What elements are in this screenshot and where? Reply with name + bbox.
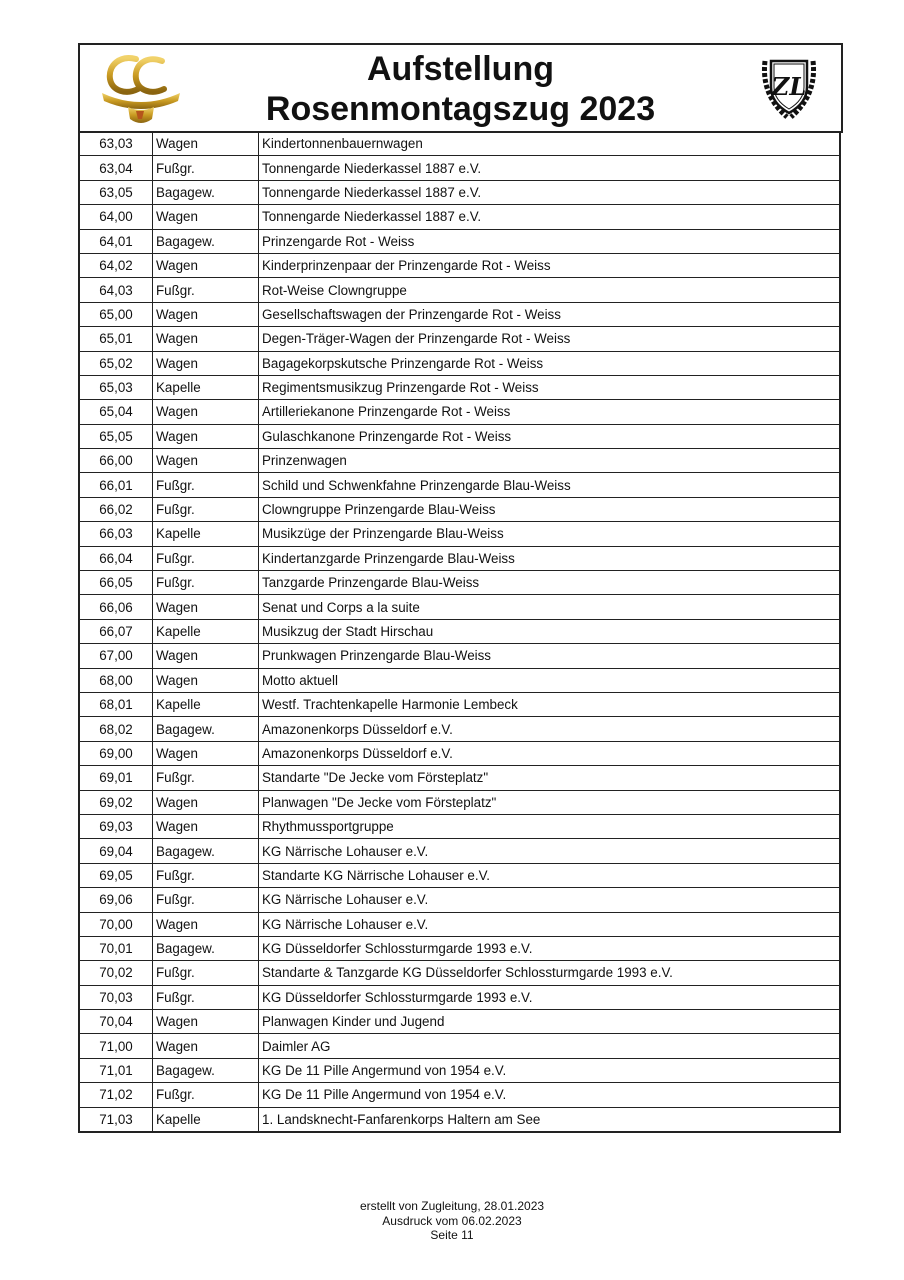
row-type: Wagen: [153, 1034, 259, 1058]
table-row: [79, 449, 840, 473]
row-number: 63,03: [79, 132, 153, 156]
row-name: Amazonenkorps Düsseldorf e.V.: [259, 717, 841, 741]
table-row: [79, 692, 840, 716]
row-type: Bagagew.: [153, 180, 259, 204]
row-type: Kapelle: [153, 692, 259, 716]
row-number: 65,05: [79, 424, 153, 448]
table-row: [79, 180, 840, 204]
row-type: Fußgr.: [153, 473, 259, 497]
row-type: Wagen: [153, 302, 259, 326]
row-number: 69,01: [79, 766, 153, 790]
row-number: 70,02: [79, 961, 153, 985]
row-type: Kapelle: [153, 619, 259, 643]
row-name: Musikzug der Stadt Hirschau: [259, 619, 841, 643]
table-row: [79, 888, 840, 912]
row-number: 66,03: [79, 522, 153, 546]
row-number: 71,03: [79, 1107, 153, 1132]
row-number: 64,02: [79, 253, 153, 277]
row-type: Fußgr.: [153, 546, 259, 570]
table-row: [79, 936, 840, 960]
table-row: [79, 497, 840, 521]
parade-lineup-table: [78, 131, 841, 1133]
row-name: Planwagen Kinder und Jugend: [259, 1010, 841, 1034]
table-row: [79, 571, 840, 595]
table-row: [79, 132, 840, 156]
table-row: [79, 1058, 840, 1082]
table-row: [79, 595, 840, 619]
row-type: Bagagew.: [153, 229, 259, 253]
row-type: Wagen: [153, 253, 259, 277]
row-name: Prunkwagen Prinzengarde Blau-Weiss: [259, 644, 841, 668]
row-type: Kapelle: [153, 1107, 259, 1132]
row-number: 66,00: [79, 449, 153, 473]
table-row: [79, 302, 840, 326]
row-type: Bagagew.: [153, 936, 259, 960]
row-name: Degen-Träger-Wagen der Prinzengarde Rot - Weiss: [259, 327, 841, 351]
row-number: 69,03: [79, 814, 153, 838]
page-title: [80, 49, 841, 129]
table-row: [79, 766, 840, 790]
row-number: 68,00: [79, 668, 153, 692]
row-name: Bagagekorpskutsche Prinzengarde Rot - Weiss: [259, 351, 841, 375]
row-type: Wagen: [153, 595, 259, 619]
table-row: [79, 644, 840, 668]
title-line-1: Aufstellung: [367, 50, 554, 88]
table-row: [79, 278, 840, 302]
row-number: 69,02: [79, 790, 153, 814]
table-row: [79, 473, 840, 497]
row-type: Fußgr.: [153, 766, 259, 790]
row-number: 63,04: [79, 156, 153, 180]
row-name: Clowngruppe Prinzengarde Blau-Weiss: [259, 497, 841, 521]
row-name: Schild und Schwenkfahne Prinzengarde Blau-Weiss: [259, 473, 841, 497]
table-row: [79, 863, 840, 887]
row-name: KG De 11 Pille Angermund von 1954 e.V.: [259, 1083, 841, 1107]
table-row: [79, 400, 840, 424]
row-name: Kindertonnenbauernwagen: [259, 132, 841, 156]
table-row: [79, 229, 840, 253]
row-name: 1. Landsknecht-Fanfarenkorps Haltern am See: [259, 1107, 841, 1132]
row-type: Kapelle: [153, 522, 259, 546]
row-number: 69,00: [79, 741, 153, 765]
row-number: 70,03: [79, 985, 153, 1009]
row-name: Prinzengarde Rot - Weiss: [259, 229, 841, 253]
row-name: Gesellschaftswagen der Prinzengarde Rot - Weiss: [259, 302, 841, 326]
row-number: 71,01: [79, 1058, 153, 1082]
print-date-text: Ausdruck vom 06.02.2023: [382, 1213, 522, 1228]
row-type: Wagen: [153, 1010, 259, 1034]
row-name: Tonnengarde Niederkassel 1887 e.V.: [259, 205, 841, 229]
table-row: [79, 1083, 840, 1107]
row-name: Tonnengarde Niederkassel 1887 e.V.: [259, 180, 841, 204]
row-type: Wagen: [153, 912, 259, 936]
row-name: Daimler AG: [259, 1034, 841, 1058]
row-type: Fußgr.: [153, 985, 259, 1009]
row-number: 69,06: [79, 888, 153, 912]
row-type: Fußgr.: [153, 888, 259, 912]
table-row: [79, 424, 840, 448]
table-row: [79, 814, 840, 838]
row-name: Kinderprinzenpaar der Prinzengarde Rot - Weiss: [259, 253, 841, 277]
row-type: Fußgr.: [153, 497, 259, 521]
table-row: [79, 619, 840, 643]
title-line-2: Rosenmontagszug 2023: [265, 90, 656, 128]
created-by-text: erstellt von Zugleitung, 28.01.2023: [359, 1199, 545, 1213]
table-row: [79, 375, 840, 399]
row-name: Westf. Trachtenkapelle Harmonie Lembeck: [259, 692, 841, 716]
row-name: KG Närrische Lohauser e.V.: [259, 888, 841, 912]
row-name: KG De 11 Pille Angermund von 1954 e.V.: [259, 1058, 841, 1082]
table-row: [79, 1107, 840, 1132]
row-number: 68,01: [79, 692, 153, 716]
row-type: Fußgr.: [153, 278, 259, 302]
row-number: 67,00: [79, 644, 153, 668]
row-name: KG Düsseldorfer Schlossturmgarde 1993 e.V.: [259, 936, 841, 960]
row-number: 63,05: [79, 180, 153, 204]
row-number: 66,06: [79, 595, 153, 619]
row-type: Wagen: [153, 400, 259, 424]
row-number: 68,02: [79, 717, 153, 741]
table-row: [79, 546, 840, 570]
row-type: Wagen: [153, 327, 259, 351]
row-name: Musikzüge der Prinzengarde Blau-Weiss: [259, 522, 841, 546]
table-row: [79, 205, 840, 229]
row-name: KG Närrische Lohauser e.V.: [259, 912, 841, 936]
row-name: Prinzenwagen: [259, 449, 841, 473]
row-number: 69,05: [79, 863, 153, 887]
row-type: Wagen: [153, 205, 259, 229]
row-number: 65,02: [79, 351, 153, 375]
row-type: Fußgr.: [153, 961, 259, 985]
table-row: [79, 156, 840, 180]
row-type: Wagen: [153, 351, 259, 375]
table-row: [79, 253, 840, 277]
table-row: [79, 1034, 840, 1058]
document-header: [78, 43, 843, 133]
footer: [0, 1199, 904, 1243]
row-type: Fußgr.: [153, 156, 259, 180]
zl-crest-logo-icon: [757, 55, 821, 121]
row-type: Wagen: [153, 790, 259, 814]
row-type: Wagen: [153, 814, 259, 838]
table-row: [79, 961, 840, 985]
row-type: Wagen: [153, 668, 259, 692]
row-name: Kindertanzgarde Prinzengarde Blau-Weiss: [259, 546, 841, 570]
row-name: Amazonenkorps Düsseldorf e.V.: [259, 741, 841, 765]
row-name: Motto aktuell: [259, 668, 841, 692]
table-row: [79, 717, 840, 741]
table-row: [79, 668, 840, 692]
row-name: Regimentsmusikzug Prinzengarde Rot - Weiss: [259, 375, 841, 399]
row-name: KG Närrische Lohauser e.V.: [259, 839, 841, 863]
row-name: Rhythmussportgruppe: [259, 814, 841, 838]
row-number: 66,04: [79, 546, 153, 570]
row-number: 65,03: [79, 375, 153, 399]
row-number: 70,04: [79, 1010, 153, 1034]
row-type: Bagagew.: [153, 839, 259, 863]
row-name: Standarte & Tanzgarde KG Düsseldorfer Schlossturmgarde 1993 e.V.: [259, 961, 841, 985]
table-row: [79, 839, 840, 863]
row-number: 66,02: [79, 497, 153, 521]
row-name: KG Düsseldorfer Schlossturmgarde 1993 e.V.: [259, 985, 841, 1009]
row-type: Wagen: [153, 424, 259, 448]
row-number: 71,00: [79, 1034, 153, 1058]
svg-text:ZL: ZL: [771, 72, 807, 101]
row-number: 65,00: [79, 302, 153, 326]
row-name: Tonnengarde Niederkassel 1887 e.V.: [259, 156, 841, 180]
row-type: Bagagew.: [153, 717, 259, 741]
table-row: [79, 1010, 840, 1034]
row-name: Standarte "De Jecke vom Försteplatz": [259, 766, 841, 790]
row-number: 70,01: [79, 936, 153, 960]
row-type: Kapelle: [153, 375, 259, 399]
table-row: [79, 351, 840, 375]
row-number: 65,01: [79, 327, 153, 351]
row-number: 65,04: [79, 400, 153, 424]
row-number: 64,03: [79, 278, 153, 302]
row-number: 66,05: [79, 571, 153, 595]
row-name: Tanzgarde Prinzengarde Blau-Weiss: [259, 571, 841, 595]
table-row: [79, 912, 840, 936]
row-type: Wagen: [153, 132, 259, 156]
row-type: Fußgr.: [153, 1083, 259, 1107]
row-name: Standarte KG Närrische Lohauser e.V.: [259, 863, 841, 887]
page-number: Seite 11: [430, 1228, 474, 1242]
row-name: Artilleriekanone Prinzengarde Rot - Weiss: [259, 400, 841, 424]
table-row: [79, 522, 840, 546]
row-number: 64,00: [79, 205, 153, 229]
row-number: 71,02: [79, 1083, 153, 1107]
row-type: Fußgr.: [153, 571, 259, 595]
row-number: 66,01: [79, 473, 153, 497]
table-row: [79, 790, 840, 814]
table-row: [79, 327, 840, 351]
row-name: Planwagen "De Jecke vom Försteplatz": [259, 790, 841, 814]
row-type: Wagen: [153, 449, 259, 473]
row-type: Wagen: [153, 741, 259, 765]
row-name: Gulaschkanone Prinzengarde Rot - Weiss: [259, 424, 841, 448]
row-number: 70,00: [79, 912, 153, 936]
row-number: 69,04: [79, 839, 153, 863]
row-type: Wagen: [153, 644, 259, 668]
row-name: Rot-Weise Clowngruppe: [259, 278, 841, 302]
row-type: Bagagew.: [153, 1058, 259, 1082]
table-row: [79, 741, 840, 765]
row-type: Fußgr.: [153, 863, 259, 887]
row-name: Senat und Corps a la suite: [259, 595, 841, 619]
table-row: [79, 985, 840, 1009]
row-number: 64,01: [79, 229, 153, 253]
row-number: 66,07: [79, 619, 153, 643]
